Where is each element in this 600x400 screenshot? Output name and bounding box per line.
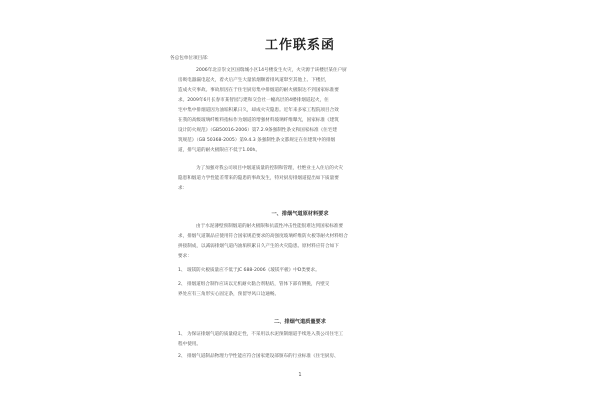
page-number: 1 (298, 372, 302, 378)
intro-paragraph-line: 房吸电器漏电起火，着火后产生大量浓烟顺着排风道窜至其他上、下楼层， (178, 78, 330, 83)
section-paragraph-line: 拼接制成，以减弱排烟气道内油垢积累日久产生的火灾隐患。原材料应符合如下 (178, 244, 339, 249)
page-title: 工作联系函 (264, 38, 335, 53)
section-paragraph-line: 由于水泥薄壁预制烟道的耐火极限和抗震性冲击性能很难达到国家标准要 (196, 224, 344, 229)
section-paragraph-line: 要求： (178, 254, 192, 259)
section-heading: 一、排烟气道原材料要求 (271, 211, 329, 217)
section-heading: 二、排烟气道质量要求 (274, 319, 326, 325)
numbered-item: 1、 为保证排烟气道的质量稳定性，不采用以水泥预制烟道手续进入我公司住宅工 (178, 332, 344, 337)
intro-paragraph-line: 设计防火规范》（GB50016-2006）第7.2.9条强制性条文和国家标准《住宅建 (178, 128, 337, 133)
intro-paragraph-line: 隐患和烟道力学性能差带来的隐患的事故发生，特对厨房排烟道提出如下质量要 (178, 176, 339, 181)
intro-paragraph-line: 2006年北京崇文区国瑞城小区14号楼发生火灾，火灾源于该楼层某住户厨 (196, 68, 347, 73)
intro-paragraph-line: 求： (178, 186, 188, 191)
numbered-item-continuation: 界处应有三角形实心固定条，预留导风口边通畅。 (178, 292, 280, 297)
numbered-item: 1、 玻镁防火板质量应不低于JC 688-2006《玻镁平板》中D类要求。 (178, 268, 320, 273)
intro-paragraph-line: 筑规范》（GB 50368-2005）第9.4.3 条强制性条文都规定在住建筑中的排烟 (178, 138, 336, 143)
intro-paragraph-line: 宅中集中排烟道因为油垢积累日久，却成火灾隐患。近年来多家工程院项目合效 (178, 108, 339, 113)
salutation: 各总包单位项目部： (170, 56, 212, 61)
numbered-item: 2、 排烟气道制品物理力学性能应符合国家建设部颁布的行业标准《住宅厨房、 (178, 354, 339, 359)
intro-paragraph-line: 道，排气道的耐火极限应不低于1.00h。 (178, 148, 261, 153)
section-paragraph-line: 求，排烟气道制品应使用符合国家规范要求的高强度玻璃纤维防火板等耐火材料组合 (178, 234, 348, 239)
intro-paragraph-line: 在我的高级玻璃纤维料指标作为烟道的增强材料玻璃纤维曝光，国家标准《建筑 (178, 118, 339, 123)
intro-paragraph-line: 造成火灾事故。事故原因在于住宅厨房集中排烟道的耐火极限达不到国家标准要 (178, 88, 339, 93)
numbered-item-continuation: 程中使用。 (178, 342, 201, 347)
intro-paragraph-line: 为了加强对我公司项目中烟道质量的控制和管理，杜绝业主入住后的火灾 (196, 166, 344, 171)
numbered-item: 2、 排烟道组合制作应该以无机耐火黏合剂粘结，管体下部有侧挑，内壁交 (178, 282, 330, 287)
intro-paragraph-line: 求。2009年6月长春市某智园与建和交会社一幢高层的4楼排烟道起火，住 (178, 98, 329, 103)
